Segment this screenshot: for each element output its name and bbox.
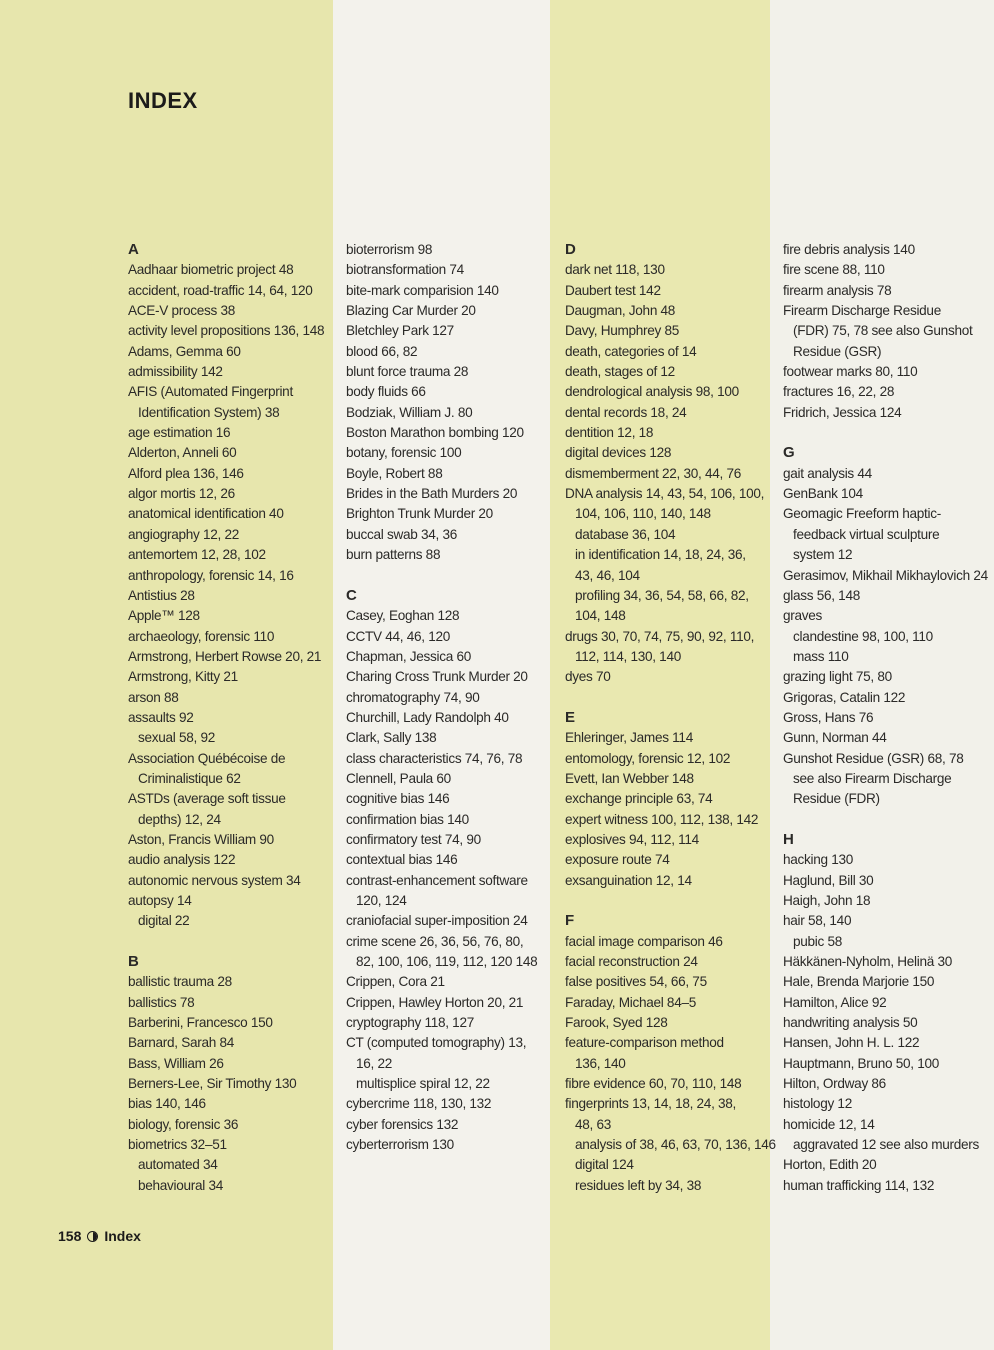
index-entry: Hilton, Ordway 86: [783, 1076, 886, 1092]
index-subentry: (FDR) 75, 78 see also Gunshot: [793, 323, 973, 339]
index-entry: Chapman, Jessica 60: [346, 648, 472, 664]
index-entry: biotransformation 74: [346, 262, 464, 278]
section-letter-heading: F: [565, 912, 574, 930]
index-entry: blood 66, 82: [346, 343, 418, 359]
index-entry: autopsy 14: [128, 893, 192, 908]
index-entry: Bass, William 26: [128, 1055, 224, 1071]
index-entry: Crippen, Hawley Horton 20, 21: [346, 994, 524, 1010]
index-entry: AFIS (Automated Fingerprint: [128, 384, 293, 400]
section-gap: [128, 932, 338, 952]
index-entry: GenBank 104: [783, 486, 863, 502]
index-entry: algor mortis 12, 26: [128, 486, 235, 502]
index-entry: age estimation 16: [128, 425, 231, 441]
index-entry: Barnard, Sarah 84: [128, 1035, 234, 1051]
index-entry: Faraday, Michael 84–5: [565, 994, 696, 1010]
index-entry: autonomic nervous system 34: [128, 872, 301, 888]
index-entry: craniofacial super-imposition 24: [346, 913, 528, 929]
section-letter-heading: A: [128, 241, 139, 258]
index-entry: ACE-V process 38: [128, 303, 236, 319]
index-entry: entomology, forensic 12, 102: [565, 750, 731, 766]
index-entry: glass 56, 148: [783, 587, 860, 603]
index-entry: dyes 70: [565, 669, 611, 685]
index-entry: burn patterns 88: [346, 547, 441, 563]
index-entry: cyber forensics 132: [346, 1116, 459, 1132]
index-entry: Alford plea 136, 146: [128, 465, 244, 481]
index-entry: Gunn, Norman 44: [783, 730, 887, 746]
index-entry: biology, forensic 36: [128, 1116, 239, 1132]
index-entry: facial image comparison 46: [565, 933, 723, 949]
index-subentry: 82, 100, 106, 119, 112, 120 148: [356, 954, 538, 970]
index-column-2: [346, 240, 556, 1155]
index-entry: exchange principle 63, 74: [565, 791, 713, 807]
index-entry: death, stages of 12: [565, 364, 675, 380]
index-entry: Hamilton, Alice 92: [783, 994, 887, 1010]
index-entry: Fridrich, Jessica 124: [783, 404, 902, 420]
index-entry: exposure route 74: [565, 852, 670, 868]
section-gap: [565, 688, 775, 708]
section-gap: [565, 891, 775, 911]
index-entry: Blazing Car Murder 20: [346, 303, 476, 319]
index-entry: Aadhaar biometric project 48: [128, 262, 294, 278]
index-entry: Hale, Brenda Marjorie 150: [783, 974, 935, 990]
index-entry: Alderton, Anneli 60: [128, 445, 237, 461]
index-entry: Hansen, John H. L. 122: [783, 1035, 920, 1051]
index-entry: Gunshot Residue (GSR) 68, 78: [783, 750, 964, 766]
index-entry: Clark, Sally 138: [346, 730, 437, 746]
index-entry: false positives 54, 66, 75: [565, 974, 707, 990]
index-subentry: Identification System) 38: [138, 404, 280, 420]
page-number: 158: [58, 1228, 82, 1244]
page-title: INDEX: [128, 88, 198, 113]
index-subentry: 112, 114, 130, 140: [575, 648, 681, 664]
index-entry: Evett, Ian Webber 148: [565, 770, 694, 786]
index-entry: fire debris analysis 140: [783, 242, 915, 257]
index-entry: Adams, Gemma 60: [128, 343, 241, 359]
index-entry: facial reconstruction 24: [565, 954, 698, 970]
index-entry: Armstrong, Kitty 21: [128, 669, 238, 685]
index-entry: admissibility 142: [128, 364, 223, 380]
index-entry: explosives 94, 112, 114: [565, 831, 699, 847]
index-entry: DNA analysis 14, 43, 54, 106, 100,: [565, 486, 765, 502]
section-letter-heading: C: [346, 586, 357, 604]
index-entry: Association Québécoise de: [128, 750, 286, 766]
index-entry: bite-mark comparision 140: [346, 282, 499, 298]
index-entry: Häkkänen-Nyholm, Helinä 30: [783, 954, 953, 970]
index-entry: Clennell, Paula 60: [346, 770, 451, 786]
index-entry: Boyle, Robert 88: [346, 465, 443, 481]
index-subentry: see also Firearm Discharge: [793, 770, 952, 786]
index-entry: grazing light 75, 80: [783, 669, 892, 685]
index-entry: contrast-enhancement software: [346, 872, 528, 888]
index-entry: angiography 12, 22: [128, 526, 239, 542]
index-entry: bias 140, 146: [128, 1096, 206, 1112]
index-entry: biometrics 32–51: [128, 1137, 227, 1153]
index-subentry: 48, 63: [575, 1116, 611, 1132]
index-entry: feature-comparison method: [565, 1035, 724, 1051]
index-entry: Haglund, Bill 30: [783, 872, 874, 888]
index-entry: Brighton Trunk Murder 20: [346, 506, 493, 522]
index-subentry: 43, 46, 104: [575, 567, 640, 583]
index-entry: fractures 16, 22, 28: [783, 384, 895, 400]
index-entry: CT (computed tomography) 13,: [346, 1035, 527, 1051]
index-entry: human trafficking 114, 132: [783, 1177, 935, 1193]
page-footer: [58, 1228, 141, 1244]
index-column-4: [783, 240, 993, 1196]
index-subentry: Residue (FDR): [793, 791, 880, 807]
index-entry: archaeology, forensic 110: [128, 628, 275, 644]
index-entry: hair 58, 140: [783, 913, 852, 929]
index-entry: Apple™ 128: [128, 608, 200, 624]
index-subentry: pubic 58: [793, 933, 842, 949]
section-gap: [783, 423, 993, 443]
index-entry: Grigoras, Catalin 122: [783, 689, 906, 705]
index-entry: gait analysis 44: [783, 465, 872, 481]
index-entry: histology 12: [783, 1096, 852, 1112]
index-entry: Bodziak, William J. 80: [346, 404, 473, 420]
section-gap: [783, 810, 993, 830]
index-entry: Barberini, Francesco 150: [128, 1015, 273, 1031]
index-subentry: feedback virtual sculpture: [793, 526, 940, 542]
index-entry: Hauptmann, Bruno 50, 100: [783, 1055, 940, 1071]
index-entry: Daugman, John 48: [565, 303, 676, 319]
index-entry: Antistius 28: [128, 587, 195, 603]
index-entry: Geomagic Freeform haptic-: [783, 506, 941, 522]
section-letter-heading: E: [565, 708, 575, 726]
index-entry: Horton, Edith 20: [783, 1157, 877, 1173]
index-entry: Churchill, Lady Randolph 40: [346, 709, 509, 725]
index-entry: Casey, Eoghan 128: [346, 608, 460, 624]
index-entry: cognitive bias 146: [346, 791, 450, 807]
index-subentry: multisplice spiral 12, 22: [356, 1076, 490, 1092]
section-letter-heading: D: [565, 241, 576, 258]
index-subentry: 120, 124: [356, 893, 407, 908]
index-entry: dark net 118, 130: [565, 262, 665, 278]
index-entry: crime scene 26, 36, 56, 76, 80,: [346, 933, 524, 949]
index-subentry: digital 124: [575, 1157, 634, 1173]
index-entry: graves: [783, 608, 823, 624]
index-entry: antemortem 12, 28, 102: [128, 547, 266, 563]
index-entry: chromatography 74, 90: [346, 689, 480, 705]
footer-label: Index: [104, 1228, 141, 1244]
index-subentry: in identification 14, 18, 24, 36,: [575, 547, 746, 563]
index-subentry: sexual 58, 92: [138, 730, 215, 746]
index-entry: dendrological analysis 98, 100: [565, 384, 739, 400]
index-subentry: mass 110: [793, 648, 849, 664]
index-entry: buccal swab 34, 36: [346, 526, 457, 542]
index-entry: Gross, Hans 76: [783, 709, 874, 725]
index-entry: contextual bias 146: [346, 852, 458, 868]
index-entry: handwriting analysis 50: [783, 1015, 918, 1031]
index-entry: dismemberment 22, 30, 44, 76: [565, 465, 741, 481]
index-entry: fibre evidence 60, 70, 110, 148: [565, 1076, 742, 1092]
index-entry: Bletchley Park 127: [346, 323, 454, 339]
section-letter-heading: G: [783, 444, 795, 462]
index-entry: Daubert test 142: [565, 282, 661, 298]
index-subentry: 104, 106, 110, 140, 148: [575, 506, 711, 522]
index-subentry: aggravated 12 see also murders: [793, 1137, 979, 1153]
half-circle-icon: [87, 1231, 98, 1242]
index-entry: cyberterrorism 130: [346, 1137, 454, 1153]
index-entry: ballistics 78: [128, 994, 195, 1010]
index-entry: dentition 12, 18: [565, 425, 654, 441]
index-subentry: Residue (GSR): [793, 343, 882, 359]
index-entry: CCTV 44, 46, 120: [346, 628, 451, 644]
index-column-1: [128, 240, 338, 1196]
index-entry: anatomical identification 40: [128, 506, 284, 522]
index-entry: Gerasimov, Mikhail Mikhaylovich 24: [783, 567, 988, 583]
index-entry: exsanguination 12, 14: [565, 872, 692, 888]
index-subentry: digital 22: [138, 913, 190, 929]
index-subentry: depths) 12, 24: [138, 811, 221, 827]
index-entry: Boston Marathon bombing 120: [346, 425, 524, 441]
index-entry: arson 88: [128, 689, 179, 705]
index-entry: Haigh, John 18: [783, 893, 871, 908]
index-entry: confirmatory test 74, 90: [346, 831, 481, 847]
index-entry: Davy, Humphrey 85: [565, 323, 680, 339]
index-entry: body fluids 66: [346, 384, 426, 400]
index-entry: anthropology, forensic 14, 16: [128, 567, 294, 583]
index-column-3: [565, 240, 775, 1196]
index-entry: assaults 92: [128, 709, 194, 725]
index-subentry: analysis of 38, 46, 63, 70, 136, 146: [575, 1137, 776, 1153]
index-entry: Farook, Syed 128: [565, 1015, 668, 1031]
index-entry: blunt force trauma 28: [346, 364, 469, 380]
index-entry: Crippen, Cora 21: [346, 974, 445, 990]
index-entry: Ehleringer, James 114: [565, 730, 693, 746]
index-entry: Berners-Lee, Sir Timothy 130: [128, 1076, 297, 1092]
index-entry: footwear marks 80, 110: [783, 364, 918, 380]
index-entry: fire scene 88, 110: [783, 262, 885, 278]
index-subentry: automated 34: [138, 1157, 218, 1173]
index-entry: activity level propositions 136, 148: [128, 323, 325, 339]
index-subentry: profiling 34, 36, 54, 58, 66, 82,: [575, 587, 749, 603]
index-entry: death, categories of 14: [565, 343, 697, 359]
index-entry: Aston, Francis William 90: [128, 831, 274, 847]
index-entry: fingerprints 13, 14, 18, 24, 38,: [565, 1096, 737, 1112]
index-entry: botany, forensic 100: [346, 445, 462, 461]
index-entry: confirmation bias 140: [346, 811, 469, 827]
index-entry: bioterrorism 98: [346, 242, 433, 257]
index-entry: Firearm Discharge Residue: [783, 303, 941, 319]
index-entry: dental records 18, 24: [565, 404, 687, 420]
index-entry: digital devices 128: [565, 445, 672, 461]
index-entry: cybercrime 118, 130, 132: [346, 1096, 492, 1112]
index-subentry: 136, 140: [575, 1055, 626, 1071]
index-entry: class characteristics 74, 76, 78: [346, 750, 523, 766]
index-subentry: Criminalistique 62: [138, 770, 241, 786]
index-subentry: residues left by 34, 38: [575, 1177, 702, 1193]
index-subentry: system 12: [793, 547, 853, 563]
index-subentry: database 36, 104: [575, 526, 676, 542]
index-entry: hacking 130: [783, 852, 854, 868]
index-entry: Armstrong, Herbert Rowse 20, 21: [128, 648, 322, 664]
index-subentry: 16, 22: [356, 1055, 392, 1071]
section-letter-heading: H: [783, 830, 794, 848]
index-entry: Charing Cross Trunk Murder 20: [346, 669, 528, 685]
index-subentry: clandestine 98, 100, 110: [793, 628, 933, 644]
index-subentry: behavioural 34: [138, 1177, 223, 1193]
index-entry: drugs 30, 70, 74, 75, 90, 92, 110,: [565, 628, 755, 644]
index-entry: expert witness 100, 112, 138, 142: [565, 811, 759, 827]
section-letter-heading: B: [128, 953, 139, 971]
section-gap: [346, 566, 556, 586]
index-subentry: 104, 148: [575, 608, 626, 624]
index-entry: Brides in the Bath Murders 20: [346, 486, 518, 502]
index-entry: firearm analysis 78: [783, 282, 892, 298]
index-entry: audio analysis 122: [128, 852, 236, 868]
index-entry: homicide 12, 14: [783, 1116, 875, 1132]
index-entry: ballistic trauma 28: [128, 974, 232, 990]
index-entry: ASTDs (average soft tissue: [128, 791, 286, 807]
index-entry: accident, road-traffic 14, 64, 120: [128, 282, 313, 298]
index-entry: cryptography 118, 127: [346, 1015, 474, 1031]
